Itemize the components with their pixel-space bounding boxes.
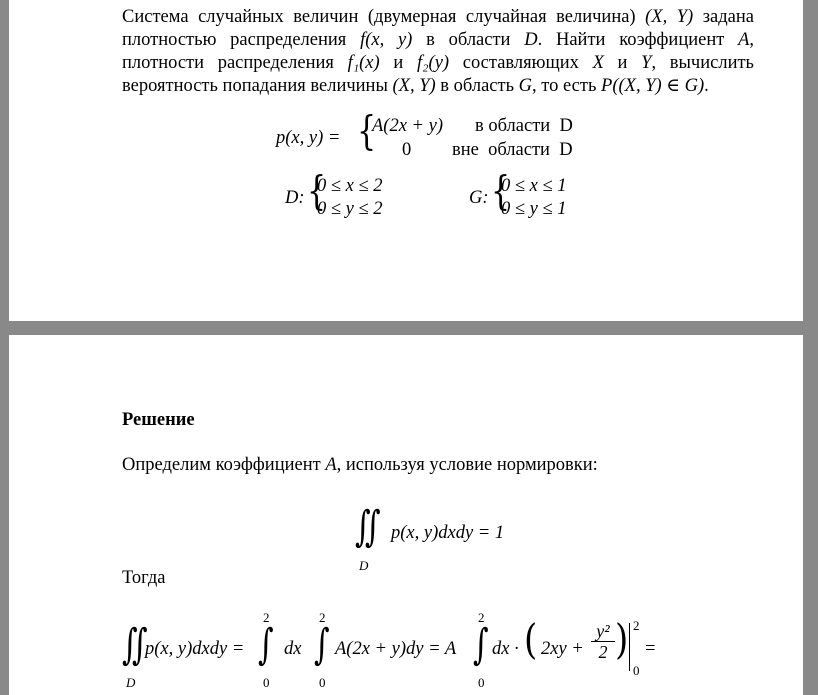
fraction-y2-over-2: [591, 621, 615, 662]
region-d-row1: 0 ≤ x ≤ 2: [317, 176, 383, 196]
problem-line-1: Система случайных величин (двумерная случайная величина) (X, Y) задана: [122, 7, 755, 27]
int2-lower: 0: [319, 675, 326, 690]
case1-condition: в области D: [475, 116, 573, 136]
int3-lower: 0: [478, 675, 485, 690]
region-g-label: G:: [469, 188, 489, 208]
int3-upper: 2: [478, 610, 485, 625]
integral-sign-2: ∫: [314, 620, 330, 670]
solution-intro: Определим коэффициент A, используя условие нормировки:: [122, 455, 598, 475]
case2-condition: вне области D: [452, 140, 573, 160]
problem-page: [9, 0, 803, 321]
eq-dx-dot: dx ·: [492, 639, 519, 659]
integral-sign-3: ∫: [473, 620, 489, 670]
region-d-row2: 0 ≤ y ≤ 2: [317, 199, 383, 219]
right-paren: ): [615, 616, 629, 665]
problem-line-2: плотностью распределения f(x, y) в области D. Найти коэффициент A,: [122, 30, 755, 50]
eq-dx: dx: [284, 639, 302, 659]
problem-line-3: плотности распределения f₁(x) и f₂(y) составляющих X и Y, вычислить: [122, 53, 754, 73]
integral-sign-1: ∫: [258, 620, 274, 670]
left-paren: (: [524, 616, 538, 665]
normalization-region: D: [359, 558, 369, 573]
solution-page: [9, 335, 803, 695]
region-g-row1: 0 ≤ x ≤ 1: [501, 176, 567, 196]
region-d-brace: {: [307, 167, 327, 216]
int2-upper: 2: [319, 610, 326, 625]
eq-inner: A(2x + y)dy = A: [335, 639, 457, 659]
then-label: Тогда: [122, 568, 166, 588]
case2-expression: 0: [402, 140, 412, 160]
eq-region: D: [126, 675, 136, 690]
density-lhs: p(x, y) =: [276, 128, 341, 148]
fraction-denominator: 2: [591, 641, 615, 662]
solution-heading: Решение: [122, 410, 195, 430]
int1-upper: 2: [263, 610, 270, 625]
case1-expression: A(2x + y): [372, 116, 444, 136]
eval-upper: 2: [633, 618, 640, 633]
eq-integrand: p(x, y)dxdy =: [145, 639, 245, 659]
eval-lower: 0: [633, 663, 640, 678]
density-brace: {: [357, 107, 377, 156]
region-g-row2: 0 ≤ y ≤ 1: [501, 199, 567, 219]
region-d-label: D:: [285, 188, 305, 208]
eq-2xy: 2xy +: [541, 639, 584, 659]
region-g-brace: {: [491, 167, 511, 216]
problem-paragraph: [122, 6, 754, 98]
normalization-integrand: p(x, y)dxdy = 1: [391, 523, 505, 543]
eq-end: =: [645, 639, 656, 659]
problem-line-4: вероятность попадания величины (X, Y) в область G, то есть P((X, Y) ∈ G).: [122, 76, 709, 96]
double-integral-sign-2: ∬: [122, 620, 148, 670]
int1-lower: 0: [263, 675, 270, 690]
double-integral-sign: ∬: [355, 502, 381, 552]
evaluation-bar: [629, 623, 630, 671]
fraction-numerator: y²: [596, 621, 610, 641]
